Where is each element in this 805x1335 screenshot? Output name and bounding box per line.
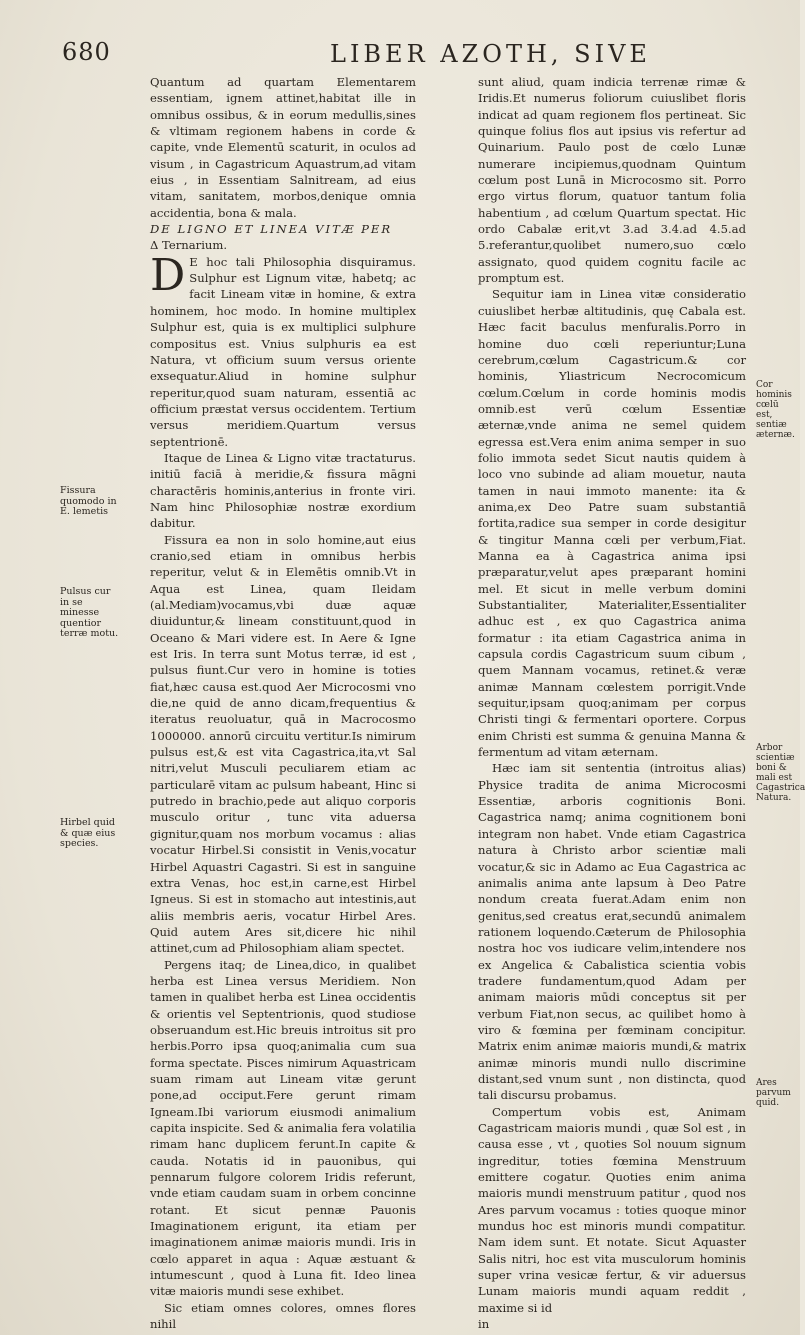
right-text-column <box>478 74 746 1332</box>
running-header <box>0 38 800 72</box>
paragraph: Pergens itaq; de Linea,dico, in qualibet herba est Linea versus Meridiem. Non tamen in qualibet herba est Linea occidentis & orientis vel Septentrionis, quod studiose obseruandum est.Hic breuis introitus sit pro herbis.Porro ipsa quoq;animalia cum sua forma spectate. Pisces nimirum Aquastricam suam rimam aut Lineam vitæ gerunt pone,ad occiput.Fere gerunt rimam Igneam.Ibi variorum eiusmodi animalium capita inspicite. Sed & animalia fera volatilia rimam hanc duplicem ferunt.In capite & cauda. Notatis id in pauonibus, qui pennarum fulgore colorem Iridis referunt, vnde etiam caudam suam in orbem concinne rotant. Et sicut pennæ Pauonis Imaginationem erigunt, ita etiam per imaginationem animæ maioris mundi. Iris in cœlo apparet in aqua : Aquæ æstuant & intumescunt , quod à Luna fit. Ideo linea vitæ maioris mundi sese exhibet. <box>150 957 416 1299</box>
drop-cap: D <box>150 249 186 301</box>
paragraph: Sequitur iam in Linea vitæ consideratio cuiuslibet herbæ altitudinis, quę Cabala est. Hæc facit baculus menfuralis.Porro in homine duo cœli reperiuntur;Luna cerebrum,cœlum Cagastricum.& cor hominis, Yliastricum Necrocomicum cœlum.Cœlum in corde hominis modis omnib.est verū cœlum Essentiæ æternæ,vnde anima ne semel quidem egressa est.Vera enim anima semper in suo folio immota sedet Sicut nautis quidem à loco vno subinde ad aliam mouetur, nauta tamen in naui immoto manente: ita & anima,ex Deo Patre suam substantiā fortita,radice sua semper in corde desigitur & tingitur Manna cœli per verbum,Fiat. Manna ea à Cagastrica anima ipsi præparatur,velut apes præparant homini mel. Et sicut in melle verbum domini Substantialiter, Materialiter,Essentialiter adhuc est , ex quo Cagastrica anima formatur : ita etiam Cagastrica anima in capsula cordis Cagastricum suum cibum , quem Mannam vocamus, retinet.& veræ animæ Mannam cœlestem porrigit.Vnde sequitur,ipsam quoq;animam per corpus Christi tingi & fermentari oportere. Corpus enim Christi est summa & genuina Manna & fermentum ad vitam æternam. <box>478 287 746 760</box>
paragraph: Itaque de Linea & Ligno vitæ tractaturus. initiū faciā à meridie,& fissura māgni charactēris hominis,anterius in fronte viri. Nam hinc Philosophiæ nostræ exordium dabitur. <box>150 450 416 531</box>
left-text-column <box>150 74 416 1332</box>
paragraph: Hæc iam sit sententia (introitus alias) Physice tradita de anima Microcosmi Essentiæ, arboris cognitionis Boni. Cagastrica namq; anima cognitionem boni integram non habet. Vnde etiam Cagastrica natura à Christo arbor scientiæ mali vocatur,& sic in Adamo ac Eua Cagastrica ac animalis anima ante lapsum à Deo Patre nondum creata fuerat.Adam enim non genitus,sed creatus erat,secundū animalem rationem loquendo.Cæterum de Philosophia nostra hoc vos iudicare velim,intendere nos ex Angelica & Cabalistica scientia vobis tradere fundamentum,quod Adam per animam maioris mūdi conceptus sit per verbum Fiat,non secus, ac quilibet homo à viro & fœmina per fœminam concipitur. Matrix enim animæ maioris mundi,& matrix animæ minoris mundi nullo discrimine distant,sed vnum sunt , non distincta, quod tali discursu probamus. <box>478 761 746 1103</box>
running-title: LIBER AZOTH, SIVE <box>330 40 651 68</box>
paragraph: Compertum vobis est, Animam Cagastricam maioris mundi , quæ Sol est , in causa esse , vt , quoties Sol nouum signum ingreditur, toties fœmina Menstruum emittere cogatur. Quoties enim anima maioris mundi menstruum patitur , quod nos Ares parvum vocamus : toties quoque minor mundus hoc est minoris mundi compatitur. Nam idem sunt. Et notate. Sicut Aquaster Salis nitri, hoc est vita musculorum hominis super vrina vesicæ fertur, & vir aduersus Lunam maioris mundi aquam reddit , maxime si id <box>478 1104 746 1315</box>
margin-note-pulsus: Pulsus cur in se minesse quentior terræ motu. <box>60 586 119 639</box>
catchword: in <box>478 1317 490 1332</box>
section-subheading: Δ Ternarium. <box>150 238 228 253</box>
paragraph-text: E hoc tali Philosophia disquiramus. Sulphur est Lignum vitæ, habetq; ac facit Lineam vitæ in homine, & extra hominem, hoc modo. In homine multiplex Sulphur est, quia is ex multiplici sulphure compositus est. Vnius sulphuris ea est Natura, vt officium suum versus oriente exsequatur.Aliud in homine sulphur reperitur,quod suam naturam, essentiā ac officium præstat versus occidentem. Tertium versus meridiem.Quartum versus septentrionē. <box>150 254 416 449</box>
paragraph: sunt aliud, quam indicia terrenæ rimæ & Iridis.Et numerus foliorum cuiuslibet floris indicat ad quam regionem flos pertineat. Sic quinque folius flos aut ipsius vis refertur ad Quinarium. Paulo post de cœlo Lunæ numerare incipiemus,quodnam Quintum cœlum post Lunā in Microcosmo sit. Porro ergo virtus florum, quatuor tantum folia habentium , ad cœlum Quartum spectat. Hic ordo Cabalæ erit,vt 3.ad 3.4.ad 4.5.ad 5.referantur,quolibet numero,suo cœlo assignato, quod quidem cognitu facile ac promptum est. <box>478 75 746 286</box>
paragraph <box>150 249 416 450</box>
margin-note-fissura: Fissura quomodo in E. lemetis <box>60 485 117 517</box>
paragraph: Fissura ea non in solo homine,aut eius cranio,sed etiam in omnibus herbis reperitur, velut & in Elemētis omnib.Vt in Aqua est Linea, quam Ileidam (al.Mediam)vocamus,vbi duæ aquæ diuiduntur,& lineam constituunt,quod in Oceano & Mari videre est. In Aere & Igne est Iris. In terra sunt Motus terræ, id est , pulsus fiunt.Cur vero in homine is toties fiat,hæc causa est.quod Aer Microcosmi vno die,ne quid de anno dicam,frequentius & iteratus reuoluatur, quā in Macrocosmo 1000000. annorū circuitu vertitur.Is nimirum pulsus est,& est vita Cagastrica,ita,vt Sal nitri,velut Musculi peculiarem etiam ac particularē vitam ac pulsum habeant, Hinc si putredo in brachio,pede aut aliquo corporis musculo oritur , tunc vita aduersa gignitur,quam nos morbum vocamus : alias vocatur Hirbel.Si consistit in Venis,vocatur Hirbel Aquastri Cagastri. Si est in sanguine extra Venas, hoc est,in carne,est Hirbel Igneus. Si est in stomacho aut intestinis,aut aliis membris aeris, vocatur Hirbel Ares. Quid autem Ares sit,dicere hic nihil attinet,cum ad Philosophiam aliam spectet. <box>150 532 416 956</box>
margin-note-hirbel: Hirbel quid & quæ eius species. <box>60 817 116 849</box>
margin-note-ares-parvum: Ares parvum quid. <box>756 1078 791 1108</box>
margin-note-arbor: Arbor scientiæ boni & mali est Cagastrica Natura. <box>756 743 805 803</box>
page-number: 680 <box>62 38 111 66</box>
paragraph: Quantum ad quartam Elementarem essentiam, ignem attinet,habitat ille in omnibus ossibus, & in eorum medullis,sines & vltimam regionem habens in corde & capite, vnde Elementū scaturit, in oculos ad visum , in Cagastricum Aquastrum,ad vitam eius , in Essentiam Salnitream, ad eius vitam, sanitatem, morbos,denique omnia accidentia, bona & mala. <box>150 75 416 220</box>
paragraph: Sic etiam omnes colores, omnes flores nihil <box>150 1300 416 1332</box>
margin-note-cor-hominis: Cor hominis cœlū est, sentiæ æternæ. <box>756 380 795 440</box>
section-heading: DE LIGNO ET LINEA VITÆ PER <box>150 222 393 237</box>
